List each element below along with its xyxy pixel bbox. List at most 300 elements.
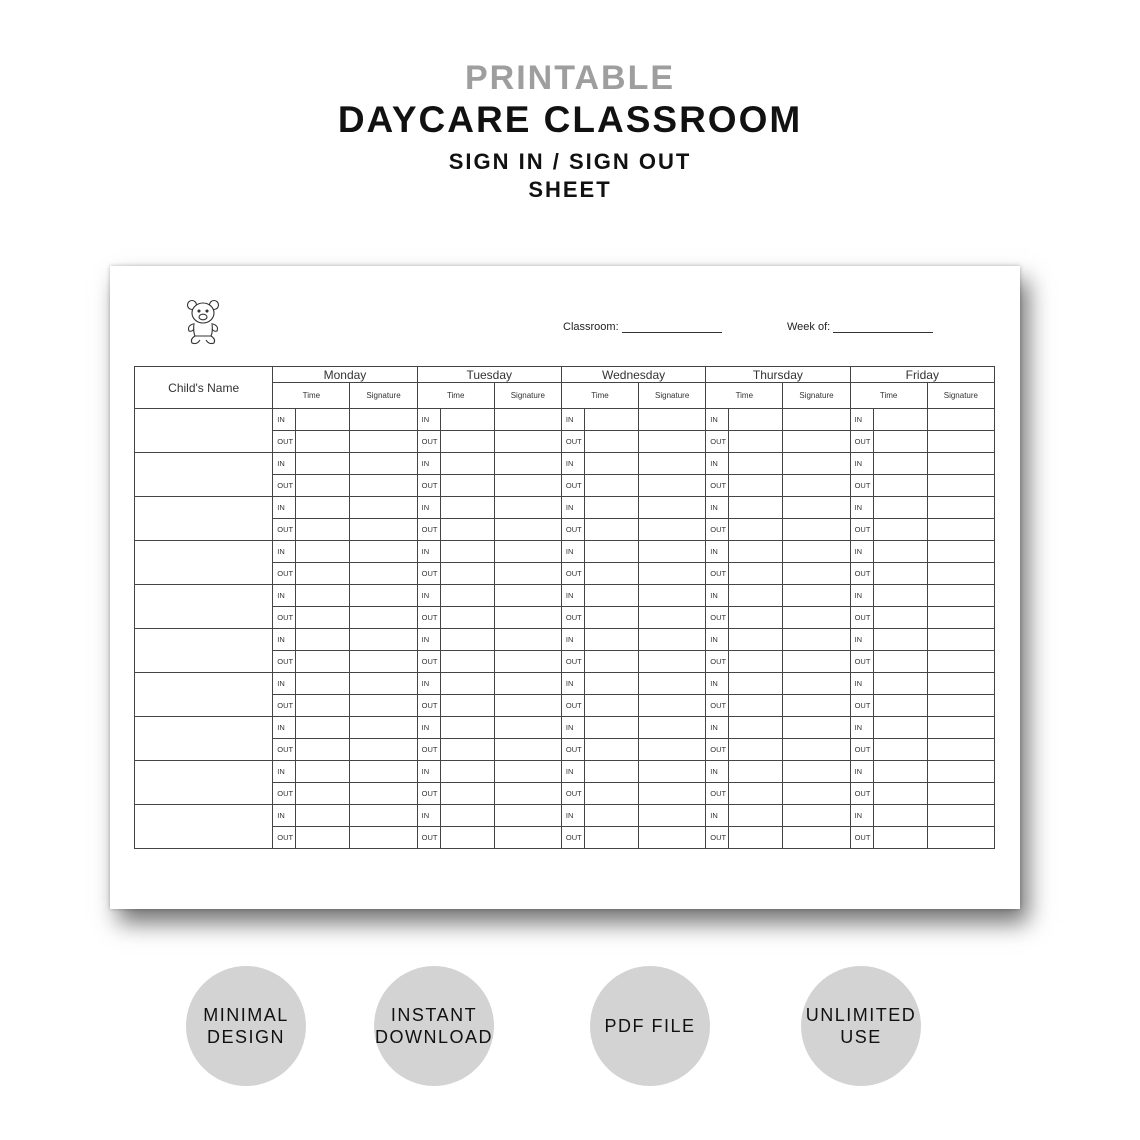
time-cell[interactable] bbox=[729, 563, 783, 585]
out-label: OUT bbox=[417, 475, 440, 497]
signature-cell[interactable] bbox=[494, 475, 561, 497]
signature-cell[interactable] bbox=[639, 563, 706, 585]
child-name-cell[interactable] bbox=[135, 453, 273, 497]
signature-cell[interactable] bbox=[494, 541, 561, 563]
time-cell[interactable] bbox=[873, 585, 927, 607]
signature-cell[interactable] bbox=[350, 409, 417, 431]
signature-cell[interactable] bbox=[927, 453, 994, 475]
time-cell[interactable] bbox=[584, 827, 638, 849]
child-name-cell[interactable] bbox=[135, 673, 273, 717]
in-label: IN bbox=[850, 805, 873, 827]
time-cell[interactable] bbox=[584, 717, 638, 739]
signature-header: Signature bbox=[494, 383, 561, 409]
in-label: IN bbox=[273, 629, 296, 651]
time-cell[interactable] bbox=[584, 607, 638, 629]
time-cell[interactable] bbox=[440, 563, 494, 585]
time-cell[interactable] bbox=[584, 497, 638, 519]
time-cell[interactable] bbox=[440, 805, 494, 827]
time-cell[interactable] bbox=[873, 409, 927, 431]
child-name-cell[interactable] bbox=[135, 717, 273, 761]
time-cell[interactable] bbox=[584, 673, 638, 695]
out-label: OUT bbox=[561, 739, 584, 761]
signature-cell[interactable] bbox=[783, 453, 850, 475]
day-header-monday: Monday bbox=[273, 367, 417, 383]
time-cell[interactable] bbox=[440, 695, 494, 717]
signature-cell[interactable] bbox=[350, 783, 417, 805]
signature-cell[interactable] bbox=[639, 607, 706, 629]
in-label: IN bbox=[706, 805, 729, 827]
signature-cell[interactable] bbox=[639, 475, 706, 497]
time-cell[interactable] bbox=[729, 585, 783, 607]
time-cell[interactable] bbox=[440, 783, 494, 805]
signature-cell[interactable] bbox=[639, 651, 706, 673]
time-cell[interactable] bbox=[440, 409, 494, 431]
signature-cell[interactable] bbox=[350, 585, 417, 607]
time-cell[interactable] bbox=[729, 431, 783, 453]
signature-cell[interactable] bbox=[783, 651, 850, 673]
classroom-label: Classroom: bbox=[563, 321, 619, 333]
signature-cell[interactable] bbox=[639, 695, 706, 717]
time-cell[interactable] bbox=[584, 563, 638, 585]
out-label: OUT bbox=[706, 431, 729, 453]
time-cell[interactable] bbox=[440, 827, 494, 849]
out-label: OUT bbox=[706, 651, 729, 673]
in-label: IN bbox=[417, 629, 440, 651]
in-label: IN bbox=[417, 761, 440, 783]
time-cell[interactable] bbox=[440, 651, 494, 673]
subtitle-line-2: SHEET bbox=[528, 177, 612, 202]
out-label: OUT bbox=[561, 431, 584, 453]
time-cell[interactable] bbox=[584, 431, 638, 453]
out-label: OUT bbox=[273, 563, 296, 585]
time-cell[interactable] bbox=[296, 475, 350, 497]
out-label: OUT bbox=[850, 739, 873, 761]
time-cell[interactable] bbox=[873, 805, 927, 827]
in-label: IN bbox=[417, 717, 440, 739]
time-cell[interactable] bbox=[584, 475, 638, 497]
signature-cell[interactable] bbox=[783, 827, 850, 849]
time-cell[interactable] bbox=[440, 497, 494, 519]
out-label: OUT bbox=[561, 607, 584, 629]
signature-cell[interactable] bbox=[927, 805, 994, 827]
signature-cell[interactable] bbox=[350, 739, 417, 761]
time-header: Time bbox=[561, 383, 638, 409]
time-cell[interactable] bbox=[873, 431, 927, 453]
time-cell[interactable] bbox=[873, 497, 927, 519]
time-cell[interactable] bbox=[729, 695, 783, 717]
out-label: OUT bbox=[706, 563, 729, 585]
table-row bbox=[135, 585, 995, 607]
in-label: IN bbox=[706, 717, 729, 739]
signature-cell[interactable] bbox=[783, 783, 850, 805]
day-header-tuesday: Tuesday bbox=[417, 367, 561, 383]
out-label: OUT bbox=[706, 739, 729, 761]
time-cell[interactable] bbox=[873, 475, 927, 497]
signature-cell[interactable] bbox=[494, 673, 561, 695]
time-cell[interactable] bbox=[873, 761, 927, 783]
sign-in-sheet-preview bbox=[110, 266, 1020, 909]
time-cell[interactable] bbox=[729, 629, 783, 651]
child-name-cell[interactable] bbox=[135, 761, 273, 805]
signature-cell[interactable] bbox=[783, 717, 850, 739]
in-label: IN bbox=[417, 409, 440, 431]
signature-cell[interactable] bbox=[494, 629, 561, 651]
sign-in-table bbox=[134, 366, 995, 849]
time-cell[interactable] bbox=[873, 739, 927, 761]
day-header-wednesday: Wednesday bbox=[561, 367, 705, 383]
time-cell[interactable] bbox=[729, 475, 783, 497]
time-cell[interactable] bbox=[296, 563, 350, 585]
time-cell[interactable] bbox=[440, 431, 494, 453]
time-cell[interactable] bbox=[440, 519, 494, 541]
signature-cell[interactable] bbox=[927, 761, 994, 783]
signature-cell[interactable] bbox=[494, 431, 561, 453]
time-header: Time bbox=[417, 383, 494, 409]
out-label: OUT bbox=[561, 651, 584, 673]
signature-cell[interactable] bbox=[927, 431, 994, 453]
time-cell[interactable] bbox=[873, 827, 927, 849]
in-label: IN bbox=[850, 585, 873, 607]
signature-cell[interactable] bbox=[927, 409, 994, 431]
time-cell[interactable] bbox=[440, 541, 494, 563]
time-cell[interactable] bbox=[296, 453, 350, 475]
time-cell[interactable] bbox=[296, 827, 350, 849]
time-cell[interactable] bbox=[729, 497, 783, 519]
signature-cell[interactable] bbox=[494, 607, 561, 629]
time-cell[interactable] bbox=[296, 761, 350, 783]
time-cell[interactable] bbox=[873, 519, 927, 541]
time-cell[interactable] bbox=[440, 673, 494, 695]
signature-cell[interactable] bbox=[494, 585, 561, 607]
time-cell[interactable] bbox=[729, 673, 783, 695]
signature-cell[interactable] bbox=[350, 453, 417, 475]
time-cell[interactable] bbox=[584, 783, 638, 805]
time-cell[interactable] bbox=[584, 541, 638, 563]
out-label: OUT bbox=[561, 563, 584, 585]
signature-cell[interactable] bbox=[783, 541, 850, 563]
time-cell[interactable] bbox=[584, 739, 638, 761]
signature-cell[interactable] bbox=[783, 805, 850, 827]
title-subtitle bbox=[0, 148, 1140, 204]
time-cell[interactable] bbox=[296, 651, 350, 673]
time-cell[interactable] bbox=[729, 805, 783, 827]
signature-cell[interactable] bbox=[639, 717, 706, 739]
signature-cell[interactable] bbox=[783, 629, 850, 651]
child-name-cell[interactable] bbox=[135, 541, 273, 585]
in-label: IN bbox=[417, 805, 440, 827]
signature-cell[interactable] bbox=[783, 519, 850, 541]
time-cell[interactable] bbox=[296, 695, 350, 717]
in-label: IN bbox=[417, 497, 440, 519]
in-label: IN bbox=[561, 805, 584, 827]
signature-cell[interactable] bbox=[350, 629, 417, 651]
time-cell[interactable] bbox=[440, 475, 494, 497]
in-label: IN bbox=[273, 497, 296, 519]
signature-cell[interactable] bbox=[639, 805, 706, 827]
signature-cell[interactable] bbox=[494, 805, 561, 827]
time-header: Time bbox=[273, 383, 350, 409]
signature-cell[interactable] bbox=[350, 805, 417, 827]
in-label: IN bbox=[273, 717, 296, 739]
time-cell[interactable] bbox=[440, 717, 494, 739]
time-cell[interactable] bbox=[440, 629, 494, 651]
time-cell[interactable] bbox=[873, 783, 927, 805]
time-cell[interactable] bbox=[729, 827, 783, 849]
out-label: OUT bbox=[561, 783, 584, 805]
time-cell[interactable] bbox=[729, 783, 783, 805]
time-cell[interactable] bbox=[729, 519, 783, 541]
child-name-cell[interactable] bbox=[135, 409, 273, 453]
time-cell[interactable] bbox=[584, 651, 638, 673]
out-label: OUT bbox=[273, 827, 296, 849]
signature-cell[interactable] bbox=[639, 761, 706, 783]
time-cell[interactable] bbox=[584, 761, 638, 783]
signature-cell[interactable] bbox=[494, 761, 561, 783]
in-label: IN bbox=[561, 717, 584, 739]
in-label: IN bbox=[850, 409, 873, 431]
signature-cell[interactable] bbox=[494, 519, 561, 541]
signature-cell[interactable] bbox=[350, 541, 417, 563]
signature-cell[interactable] bbox=[350, 827, 417, 849]
signature-cell[interactable] bbox=[927, 739, 994, 761]
signature-cell[interactable] bbox=[783, 497, 850, 519]
time-cell[interactable] bbox=[873, 629, 927, 651]
time-cell[interactable] bbox=[296, 673, 350, 695]
time-cell[interactable] bbox=[296, 585, 350, 607]
signature-cell[interactable] bbox=[494, 453, 561, 475]
time-cell[interactable] bbox=[584, 695, 638, 717]
signature-cell[interactable] bbox=[927, 695, 994, 717]
signature-cell[interactable] bbox=[350, 563, 417, 585]
out-label: OUT bbox=[850, 651, 873, 673]
in-label: IN bbox=[850, 453, 873, 475]
table-row bbox=[135, 761, 995, 783]
time-cell[interactable] bbox=[296, 519, 350, 541]
signature-cell[interactable] bbox=[639, 431, 706, 453]
signature-cell[interactable] bbox=[350, 497, 417, 519]
time-cell[interactable] bbox=[729, 607, 783, 629]
out-label: OUT bbox=[273, 475, 296, 497]
signature-cell[interactable] bbox=[639, 409, 706, 431]
signature-cell[interactable] bbox=[927, 651, 994, 673]
signature-cell[interactable] bbox=[639, 673, 706, 695]
signature-cell[interactable] bbox=[783, 607, 850, 629]
day-header-thursday: Thursday bbox=[706, 367, 850, 383]
signature-cell[interactable] bbox=[494, 563, 561, 585]
child-name-cell[interactable] bbox=[135, 629, 273, 673]
week-of-label: Week of: bbox=[787, 321, 831, 333]
time-cell[interactable] bbox=[729, 409, 783, 431]
time-cell[interactable] bbox=[729, 739, 783, 761]
signature-cell[interactable] bbox=[927, 629, 994, 651]
signature-cell[interactable] bbox=[927, 717, 994, 739]
signature-cell[interactable] bbox=[639, 629, 706, 651]
out-label: OUT bbox=[706, 783, 729, 805]
signature-cell[interactable] bbox=[783, 563, 850, 585]
in-label: IN bbox=[561, 629, 584, 651]
time-cell[interactable] bbox=[729, 761, 783, 783]
signature-cell[interactable] bbox=[639, 453, 706, 475]
feature-badge-pdf-file: PDF FILE bbox=[590, 966, 710, 1086]
in-label: IN bbox=[706, 761, 729, 783]
signature-cell[interactable] bbox=[350, 673, 417, 695]
time-cell[interactable] bbox=[584, 409, 638, 431]
in-label: IN bbox=[561, 585, 584, 607]
time-cell[interactable] bbox=[873, 453, 927, 475]
in-label: IN bbox=[561, 673, 584, 695]
time-cell[interactable] bbox=[440, 453, 494, 475]
out-label: OUT bbox=[273, 519, 296, 541]
signature-cell[interactable] bbox=[783, 761, 850, 783]
in-label: IN bbox=[273, 805, 296, 827]
signature-cell[interactable] bbox=[927, 541, 994, 563]
out-label: OUT bbox=[561, 475, 584, 497]
time-cell[interactable] bbox=[296, 541, 350, 563]
child-name-cell[interactable] bbox=[135, 805, 273, 849]
time-cell[interactable] bbox=[584, 453, 638, 475]
time-cell[interactable] bbox=[296, 629, 350, 651]
in-label: IN bbox=[706, 541, 729, 563]
time-cell[interactable] bbox=[296, 607, 350, 629]
time-cell[interactable] bbox=[873, 607, 927, 629]
time-cell[interactable] bbox=[729, 453, 783, 475]
in-label: IN bbox=[850, 761, 873, 783]
signature-cell[interactable] bbox=[639, 783, 706, 805]
signature-cell[interactable] bbox=[639, 497, 706, 519]
in-label: IN bbox=[850, 497, 873, 519]
signature-cell[interactable] bbox=[927, 783, 994, 805]
time-cell[interactable] bbox=[729, 717, 783, 739]
signature-cell[interactable] bbox=[494, 783, 561, 805]
signature-cell[interactable] bbox=[927, 673, 994, 695]
time-cell[interactable] bbox=[584, 519, 638, 541]
signature-cell[interactable] bbox=[927, 475, 994, 497]
signature-cell[interactable] bbox=[494, 409, 561, 431]
signature-cell[interactable] bbox=[639, 739, 706, 761]
signature-cell[interactable] bbox=[494, 717, 561, 739]
time-cell[interactable] bbox=[873, 541, 927, 563]
time-cell[interactable] bbox=[296, 717, 350, 739]
time-cell[interactable] bbox=[296, 431, 350, 453]
time-cell[interactable] bbox=[440, 739, 494, 761]
in-label: IN bbox=[561, 497, 584, 519]
signature-cell[interactable] bbox=[350, 475, 417, 497]
time-cell[interactable] bbox=[729, 541, 783, 563]
signature-cell[interactable] bbox=[927, 497, 994, 519]
week-of-blank-line bbox=[833, 321, 933, 333]
signature-header: Signature bbox=[639, 383, 706, 409]
feature-badge-instant-download: INSTANT DOWNLOAD bbox=[374, 966, 494, 1086]
in-label: IN bbox=[273, 409, 296, 431]
title-daycare-classroom: DAYCARE CLASSROOM bbox=[337, 99, 803, 140]
out-label: OUT bbox=[850, 695, 873, 717]
signature-cell[interactable] bbox=[494, 651, 561, 673]
signature-header: Signature bbox=[927, 383, 994, 409]
signature-cell[interactable] bbox=[639, 827, 706, 849]
signature-cell[interactable] bbox=[783, 673, 850, 695]
signature-cell[interactable] bbox=[494, 497, 561, 519]
signature-cell[interactable] bbox=[927, 563, 994, 585]
signature-cell[interactable] bbox=[350, 431, 417, 453]
signature-cell[interactable] bbox=[350, 717, 417, 739]
in-label: IN bbox=[706, 497, 729, 519]
signature-cell[interactable] bbox=[494, 739, 561, 761]
time-cell[interactable] bbox=[584, 629, 638, 651]
child-name-cell[interactable] bbox=[135, 585, 273, 629]
signature-cell[interactable] bbox=[350, 607, 417, 629]
out-label: OUT bbox=[850, 783, 873, 805]
table-row bbox=[135, 453, 995, 475]
signature-cell[interactable] bbox=[783, 409, 850, 431]
signature-cell[interactable] bbox=[927, 607, 994, 629]
out-label: OUT bbox=[417, 783, 440, 805]
signature-cell[interactable] bbox=[783, 585, 850, 607]
signature-cell[interactable] bbox=[350, 651, 417, 673]
table-row bbox=[135, 717, 995, 739]
in-label: IN bbox=[706, 409, 729, 431]
childs-name-header: Child's Name bbox=[135, 367, 273, 409]
out-label: OUT bbox=[850, 827, 873, 849]
time-cell[interactable] bbox=[296, 409, 350, 431]
time-cell[interactable] bbox=[584, 585, 638, 607]
in-label: IN bbox=[706, 453, 729, 475]
time-cell[interactable] bbox=[440, 761, 494, 783]
time-cell[interactable] bbox=[296, 739, 350, 761]
time-cell[interactable] bbox=[440, 585, 494, 607]
out-label: OUT bbox=[706, 607, 729, 629]
out-label: OUT bbox=[417, 695, 440, 717]
time-cell[interactable] bbox=[296, 497, 350, 519]
time-cell[interactable] bbox=[873, 695, 927, 717]
out-label: OUT bbox=[850, 475, 873, 497]
signature-cell[interactable] bbox=[927, 827, 994, 849]
child-name-cell[interactable] bbox=[135, 497, 273, 541]
out-label: OUT bbox=[706, 827, 729, 849]
signature-cell[interactable] bbox=[494, 695, 561, 717]
in-label: IN bbox=[706, 629, 729, 651]
time-cell[interactable] bbox=[296, 805, 350, 827]
time-cell[interactable] bbox=[440, 607, 494, 629]
signature-cell[interactable] bbox=[783, 431, 850, 453]
in-label: IN bbox=[850, 541, 873, 563]
signature-cell[interactable] bbox=[927, 585, 994, 607]
in-label: IN bbox=[850, 673, 873, 695]
time-cell[interactable] bbox=[873, 717, 927, 739]
signature-cell[interactable] bbox=[783, 739, 850, 761]
signature-cell[interactable] bbox=[350, 519, 417, 541]
signature-cell[interactable] bbox=[927, 519, 994, 541]
subtitle-line-1: SIGN IN / SIGN OUT bbox=[448, 149, 692, 174]
signature-cell[interactable] bbox=[639, 541, 706, 563]
signature-cell[interactable] bbox=[350, 761, 417, 783]
time-cell[interactable] bbox=[873, 651, 927, 673]
table-row bbox=[135, 629, 995, 651]
signature-cell[interactable] bbox=[783, 475, 850, 497]
signature-cell[interactable] bbox=[494, 827, 561, 849]
signature-cell[interactable] bbox=[639, 585, 706, 607]
time-cell[interactable] bbox=[584, 805, 638, 827]
in-label: IN bbox=[273, 761, 296, 783]
in-label: IN bbox=[850, 629, 873, 651]
time-cell[interactable] bbox=[296, 783, 350, 805]
time-cell[interactable] bbox=[873, 673, 927, 695]
signature-header: Signature bbox=[783, 383, 850, 409]
signature-cell[interactable] bbox=[783, 695, 850, 717]
time-cell[interactable] bbox=[729, 651, 783, 673]
signature-cell[interactable] bbox=[639, 519, 706, 541]
time-cell[interactable] bbox=[873, 563, 927, 585]
signature-cell[interactable] bbox=[350, 695, 417, 717]
